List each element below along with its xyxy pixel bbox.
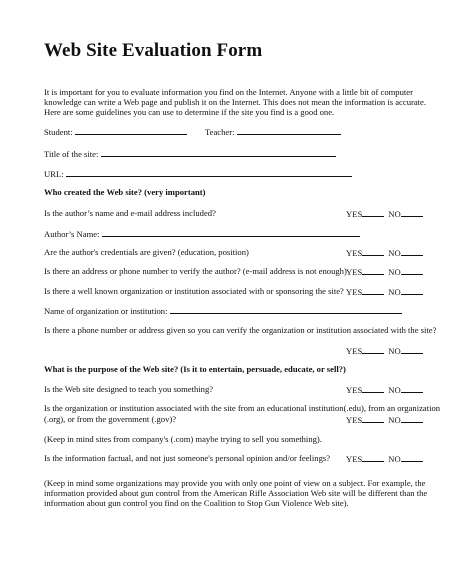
question-factual-information: Is the information factual, and not just someone's personal opinion and/or feelings? — [44, 453, 331, 463]
no-label: NO — [388, 287, 401, 297]
no-blank[interactable] — [401, 208, 423, 217]
yes-blank[interactable] — [362, 384, 384, 393]
authors-name-field — [44, 228, 360, 239]
note-company-sites: (Keep in mind sites from company's (.com) maybe trying to sell you something). — [44, 434, 322, 444]
no-label: NO — [388, 248, 401, 258]
section-2-heading: What is the purpose of the Web site? (Is it to entertain, persuade, educate, or sell?) — [44, 364, 346, 374]
yes-label: YES — [346, 385, 363, 395]
no-blank[interactable] — [401, 345, 423, 354]
no-blank[interactable] — [401, 266, 423, 275]
question-author-credentials: Are the author's credentials are given? (education, position) — [44, 247, 249, 257]
question-organization-sponsor: Is there a well known organization or institution associated with or sponsoring the site? — [44, 286, 344, 296]
student-label: Student: — [44, 127, 73, 137]
no-blank[interactable] — [401, 286, 423, 295]
footnote-paragraph: (Keep in mind some organizations may provide you with only one point of view on a subject. For example, the information provided about gun control from the American Rifle Association Web site will be different than the information about gun control you find on the Coalition to Stop Gun Violence Web site). — [44, 478, 428, 509]
yes-blank[interactable] — [362, 345, 384, 354]
teacher-blank[interactable] — [237, 126, 341, 135]
organization-name-label: Name of organization or institution: — [44, 306, 168, 316]
intro-line-2: knowledge can write a Web page and publish it on the Internet. This does not mean the information is accurate. — [44, 97, 427, 107]
site-title-blank[interactable] — [101, 148, 336, 157]
yes-label: YES — [346, 267, 363, 277]
yes-blank[interactable] — [362, 266, 384, 275]
question-author-name-email: Is the author’s name and e-mail address included? — [44, 208, 216, 218]
organization-name-blank[interactable] — [170, 305, 402, 314]
no-label: NO — [388, 346, 401, 356]
question-educational-institution-line-2: (.org), or from the government (.gov)? — [44, 414, 177, 424]
no-label: NO — [388, 385, 401, 395]
question-educational-institution-line-1: Is the organization or institution associated with the site from an educational institution(.edu), from an organization — [44, 403, 441, 413]
form-title: Web Site Evaluation Form — [44, 40, 263, 61]
yes-blank[interactable] — [362, 208, 384, 217]
yes-no-6 — [346, 384, 427, 395]
no-blank[interactable] — [401, 247, 423, 256]
no-label: NO — [388, 267, 401, 277]
yes-no-3 — [346, 266, 427, 277]
yes-label: YES — [346, 248, 363, 258]
yes-no-1 — [346, 208, 427, 219]
teacher-label: Teacher: — [205, 127, 235, 137]
site-title-field — [44, 148, 336, 159]
organization-name-field — [44, 305, 402, 316]
student-blank[interactable] — [75, 126, 187, 135]
section-1-heading: Who created the Web site? (very important) — [44, 187, 206, 197]
site-title-label: Title of the site: — [44, 149, 99, 159]
yes-blank[interactable] — [362, 286, 384, 295]
yes-no-7 — [346, 414, 427, 425]
no-label: NO — [388, 209, 401, 219]
yes-no-5 — [346, 345, 427, 356]
no-blank[interactable] — [401, 453, 423, 462]
url-blank[interactable] — [66, 168, 352, 177]
question-teach-something: Is the Web site designed to teach you something? — [44, 384, 214, 394]
teacher-field — [205, 126, 341, 137]
yes-label: YES — [346, 415, 363, 425]
yes-label: YES — [346, 454, 363, 464]
yes-label: YES — [346, 287, 363, 297]
question-verify-organization: Is there a phone number or address given so you can verify the organization or institution associated with the site? — [44, 325, 437, 335]
authors-name-blank[interactable] — [102, 228, 360, 237]
yes-no-2 — [346, 247, 427, 258]
yes-label: YES — [346, 209, 363, 219]
yes-blank[interactable] — [362, 453, 384, 462]
intro-line-3: Here are some guidelines you can use to determine if the site you find is a good one. — [44, 107, 335, 117]
no-blank[interactable] — [401, 384, 423, 393]
no-label: NO — [388, 415, 401, 425]
no-label: NO — [388, 454, 401, 464]
question-verify-author: Is there an address or phone number to verify the author? (e-mail address is not enough) — [44, 266, 347, 276]
yes-no-4 — [346, 286, 427, 297]
yes-no-8 — [346, 453, 427, 464]
authors-name-label: Author’s Name: — [44, 229, 100, 239]
yes-label: YES — [346, 346, 363, 356]
no-blank[interactable] — [401, 414, 423, 423]
url-field — [44, 168, 352, 179]
student-field — [44, 126, 187, 137]
yes-blank[interactable] — [362, 414, 384, 423]
intro-line-1: It is important for you to evaluate information you find on the Internet. Anyone with a little bit of computer — [44, 87, 413, 97]
url-label: URL: — [44, 169, 64, 179]
yes-blank[interactable] — [362, 247, 384, 256]
